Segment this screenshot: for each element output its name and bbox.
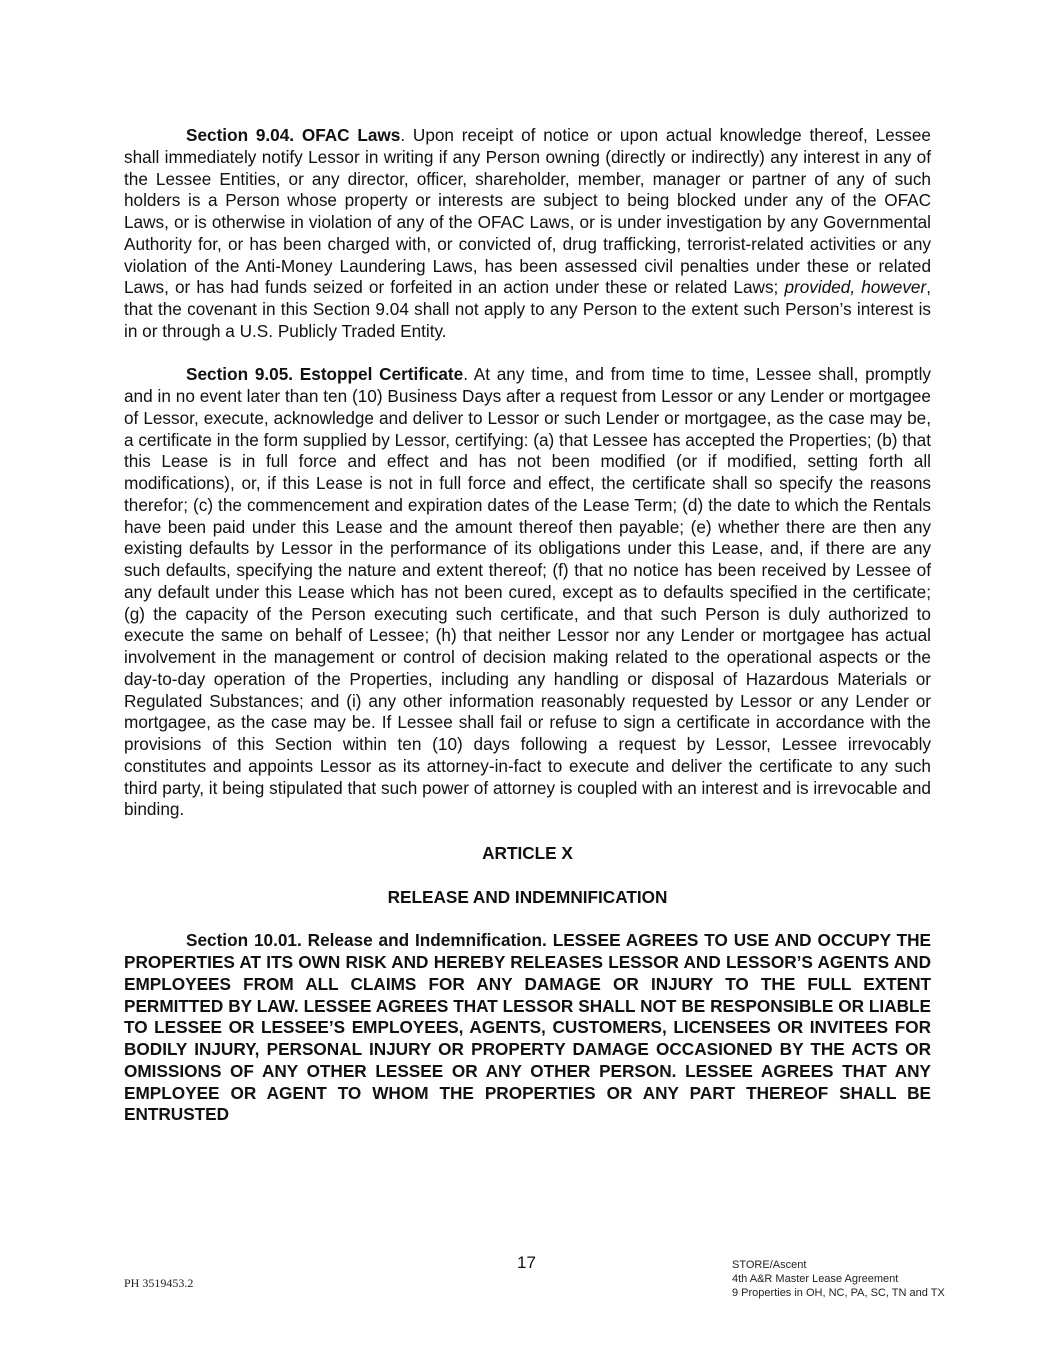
section-9-04-paragraph <box>124 125 931 343</box>
article-heading: ARTICLE X <box>482 842 573 863</box>
section-9-04-text-end: , that the covenant in this Section 9.04 shall not apply to any Person to the extent such Person’s interest is in or through a U.S. Publicly Traded Entity. <box>124 277 931 341</box>
page-number: 17 <box>517 1253 536 1272</box>
section-10-01-paragraph <box>124 930 931 1126</box>
section-10-01-title: Section 10.01. Release and Indemnification <box>186 930 543 951</box>
section-9-04-title: Section 9.04. OFAC Laws <box>186 125 401 145</box>
article-title: RELEASE AND INDEMNIFICATION <box>387 886 668 907</box>
section-10-01-text: . LESSEE AGREES TO USE AND OCCUPY THE PROPERTIES AT ITS OWN RISK AND HEREBY RELEASES LESSOR AND LESSOR’S AGENTS AND EMPLOYEES FROM ALL CLAIMS FOR ANY DAMAGE OR INJURY TO THE FULL EXTENT PERMITTED BY LAW. LESSEE AGREES THAT LESSOR SHALL NOT BE RESPONSIBLE OR LIABLE TO LESSEE OR LESSEE’S EMPLOYEES, AGENTS, CUSTOMERS, LICENSEES OR INVITEES FOR BODILY INJURY, PERSONAL INJURY OR PROPERTY DAMAGE OCCASIONED BY THE ACTS OR OMISSIONS OF ANY OTHER LESSEE OR ANY OTHER PERSON. LESSEE AGREES THAT ANY EMPLOYEE OR AGENT TO WHOM THE PROPERTIES OR ANY PART THEREOF SHALL BE ENTRUSTED <box>124 930 931 1125</box>
document-body <box>124 125 931 1126</box>
section-9-05-paragraph <box>124 364 931 821</box>
section-9-04-italic: provided, however <box>784 277 927 298</box>
footer-line: 4th A&R Master Lease Agreement <box>732 1273 899 1285</box>
section-9-04-text: . Upon receipt of notice or upon actual knowledge thereof, Lessee shall immediately notify Lessor in writing if any Person owning (directly or indirectly) any interest in any of the Lessee Entities, or any director, officer, shareholder, member, manager or partner of any of such holders is a Person whose property or interests are subject to being blocked under any of the OFAC Laws, or is otherwise in violation of any of the OFAC Laws, or is under investigation by any Governmental Authority for, or has been charged with, or convicted of, drug trafficking, terrorist-related activities or any violation of the Anti-Money Laundering Laws, has been assessed civil penalties under these or related Laws, or has had funds seized or forfeited in an action under these or related Laws; <box>124 125 931 298</box>
document-id: PH 3519453.2 <box>124 1276 194 1290</box>
footer-document-info <box>732 1258 945 1300</box>
section-9-05-text: . At any time, and from time to time, Lessee shall, promptly and in no event later than ten (10) Business Days after a request from Lessor or any Lender or mortgagee of Lessor, execute, acknowledge and deliver to Lessor or such Lender or mortgagee, as the case may be, a certificate in the form supplied by Lessor, certifying: (a) that Lessee has accepted the Properties; (b) that this Lease is in full force and effect and has not been modified (or if modified, setting forth all modifications), or, if this Lease is not in full force and effect, the certificate shall so specify the reasons therefor; (c) the commencement and expiration dates of the Lease Term; (d) the date to which the Rentals have been paid under this Lease and the amount thereof then payable; (e) whether there are then any existing defaults by Lessor in the performance of its obligations under this Lease, and, if there are any such defaults, specifying the nature and extent thereof; (f) that no notice has been received by Lessee of any default under this Lease which has not been cured, except as to defaults specified in the certificate; (g) the capacity of the Person executing such certificate, and that such Person is duly authorized to execute the same on behalf of Lessee; (h) that neither Lessor nor any Lender or mortgagee has actual involvement in the management or control of decision making related to the operational aspects or the day-to-day operation of the Properties, including any handling or disposal of Hazardous Materials or Regulated Substances; and (i) any other information reasonably requested by Lessor or any Lender or mortgagee, as the case may be. If Lessee shall fail or refuse to sign a certificate in accordance with the provisions of this Section within ten (10) days following a request by Lessor, Lessee irrevocably constitutes and appoints Lessor as its attorney-in-fact to execute and deliver the certificate to any such third party, it being stipulated that such power of attorney is coupled with an interest and is irrevocable and binding. <box>124 364 931 820</box>
section-9-05-title: Section 9.05. Estoppel Certificate <box>186 364 464 385</box>
footer-line: 9 Properties in OH, NC, PA, SC, TN and TX <box>732 1287 945 1299</box>
footer-line: STORE/Ascent <box>732 1259 807 1271</box>
